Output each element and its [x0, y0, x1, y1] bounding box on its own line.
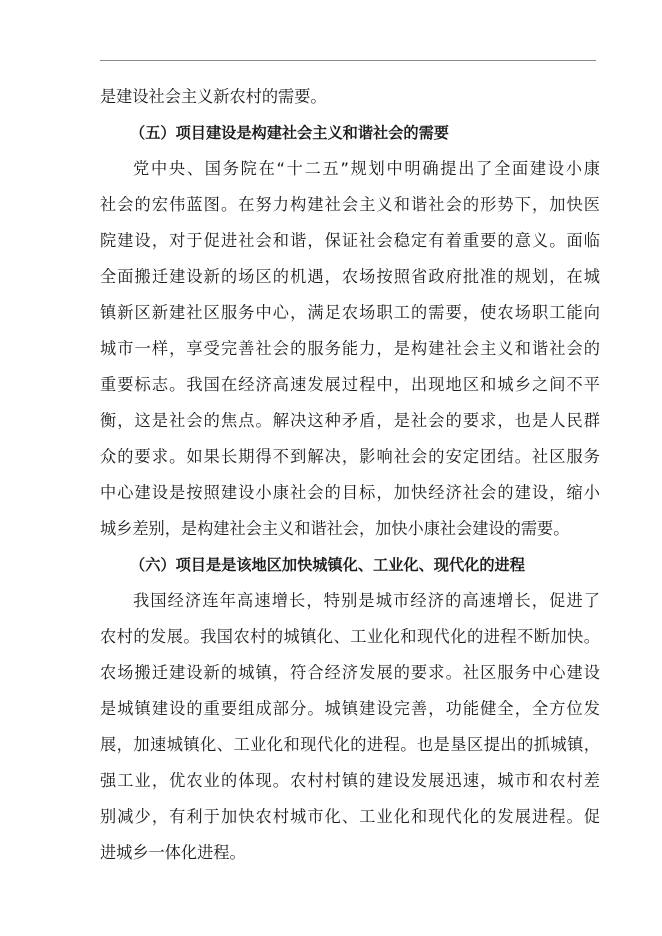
paragraph-line: 院建设，对于促进社会和谐，保证社会稳定有着重要的意义。面临 [100, 231, 600, 250]
paragraph-line: 衡，这是社会的焦点。解决这种矛盾，是社会的要求，也是人民群 [100, 411, 600, 430]
paragraph-line: 城乡差别，是构建社会主义和谐社会，加快小康社会建设的需要。 [100, 519, 570, 538]
paragraph-line: 镇新区新建社区服务中心，满足农场职工的需要，使农场职工能向 [100, 303, 600, 322]
paragraph-line: 重要标志。我国在经济高速发展过程中，出现地区和城乡之间不平 [100, 375, 600, 394]
paragraph-line: 众的要求。如果长期得不到解决，影响社会的安定团结。社区服务 [100, 447, 600, 466]
paragraph-line: 我国经济连年高速增长，特别是城市经济的高速增长，促进了 [133, 591, 600, 610]
section-heading-5: （五）项目建设是构建社会主义和谐社会的需要 [130, 124, 449, 142]
paragraph-line: 别减少，有利于加快农村城市化、工业化和现代化的发展进程。促 [100, 807, 600, 826]
section-heading-6: （六）项目是是该地区加快城镇化、工业化、现代化的进程 [130, 556, 525, 574]
paragraph-line: 是建设社会主义新农村的需要。 [100, 87, 327, 106]
paragraph-line: 进城乡一体化进程。 [100, 843, 246, 862]
paragraph-line: 是城镇建设的重要组成部分。城镇建设完善，功能健全，全方位发 [100, 699, 600, 718]
paragraph-line: 党中央、国务院在“十二五”规划中明确提出了全面建设小康 [133, 159, 600, 178]
paragraph-line: 农村的发展。我国农村的城镇化、工业化和现代化的进程不断加快。 [100, 627, 600, 646]
paragraph-line: 强工业，优农业的体现。农村村镇的建设发展迅速，城市和农村差 [100, 771, 600, 790]
paragraph-line: 农场搬迁建设新的城镇，符合经济发展的要求。社区服务中心建设 [100, 663, 600, 682]
paragraph-line: 展，加速城镇化、工业化和现代化的进程。也是垦区提出的抓城镇， [100, 735, 600, 754]
paragraph-line: 城市一样，享受完善社会的服务能力，是构建社会主义和谐社会的 [100, 339, 600, 358]
paragraph-line: 社会的宏伟蓝图。在努力构建社会主义和谐社会的形势下，加快医 [100, 195, 600, 214]
paragraph-line: 中心建设是按照建设小康社会的目标，加快经济社会的建设，缩小 [100, 483, 600, 502]
header-rule [100, 60, 596, 61]
paragraph-line: 全面搬迁建设新的场区的机遇，农场按照省政府批准的规划，在城 [100, 267, 600, 286]
